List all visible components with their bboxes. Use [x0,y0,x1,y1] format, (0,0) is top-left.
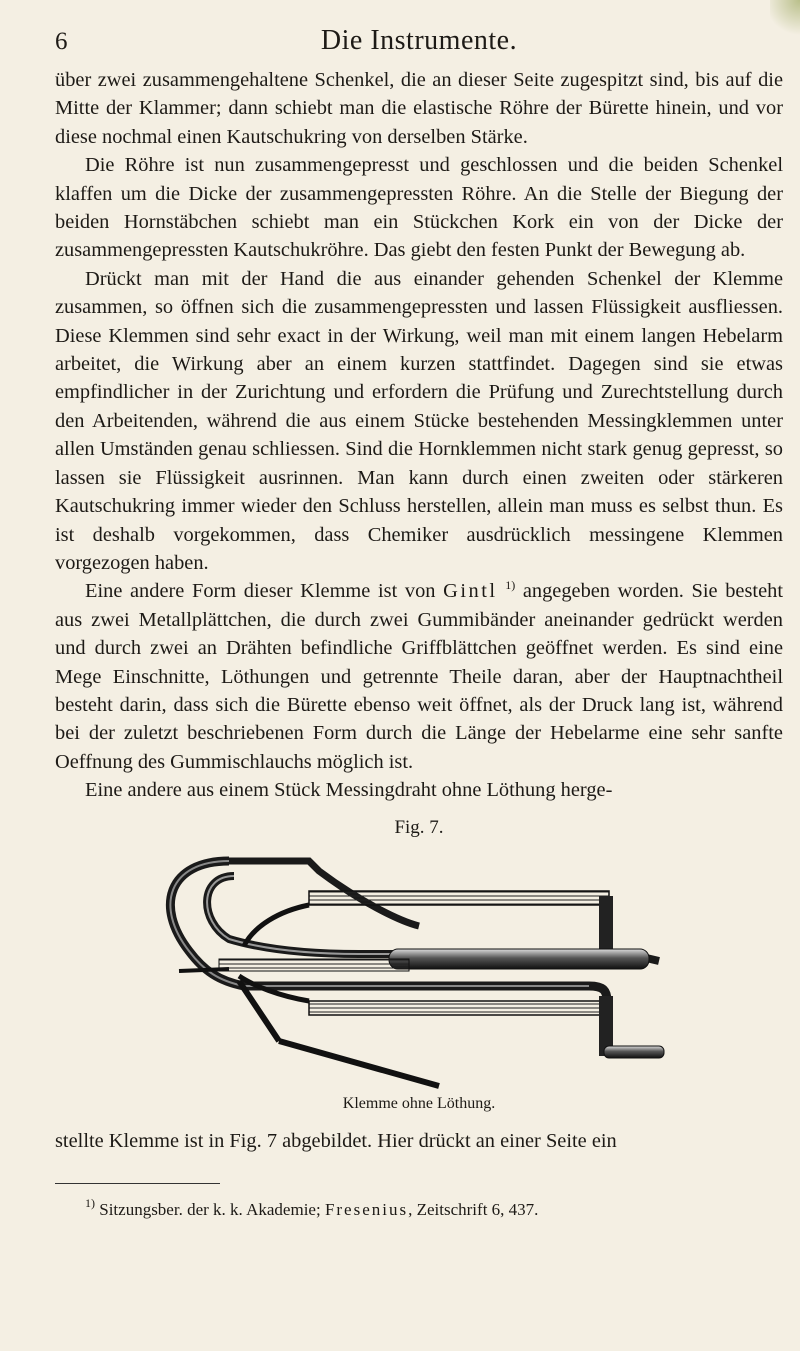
page-number: 6 [55,28,68,55]
upper-grip [309,891,609,905]
footnote-text: Sitzungsber. der k. k. Akademie; [99,1199,325,1219]
paragraph-text: Eine andere Form dieser Klemme ist von [85,580,444,603]
clamp-outer-loop [170,861,607,1011]
lower-grip [309,1001,609,1015]
paragraph-text: angegeben worden. Sie besteht aus zwei Metallplättchen, die durch zwei Gummibänder aneinander gedrückt werden und durch zwei an Drähten befindliche Griffblättchen geöffnet werden. Es sind eine Mege Einschnitte, Löthungen und getrennte Theile daran, aber der Hauptnachtheil besteht darin, dass sich die Bürette ebenso weit öffnet, als der Druck lang ist, während bei der zuletzt beschriebenen Form durch die Länge der Hebelarme eine sehr sanfte Oeffnung des Gummischlauchs möglich ist. [55,580,783,773]
footnote-text: , Zeitschrift 6, 437. [408,1199,539,1219]
figure-caption: Klemme ohne Löthung. [342,1094,496,1112]
figure-label: Fig. 7. [394,816,444,838]
body-text-continued [55,1127,783,1155]
footnote-reference[interactable]: 1) [505,578,516,593]
book-page [55,0,783,1220]
paragraph: Die Röhre ist nun zusammengepresst und geschlossen und die beiden Schenkel klaffen um die Dicke der zusammengepressten Röhre. An die Stelle der Biegung der beiden Hornstäbchen schiebt man ein Stückchen Kork ein von der Dicke der zusammengepressten Kautschukröhre. Das giebt den festen Punkt der Bewegung ab. [55,154,783,262]
paragraph: stellte Klemme ist in Fig. 7 abgebildet. Hier drückt an einer Seite ein [55,1129,617,1152]
clamp-illustration [159,851,679,1091]
author-name: Gintl [443,580,498,603]
footnote-author: Fresenius [324,1199,409,1219]
rubber-tube [389,949,649,969]
body-text [55,66,783,805]
paragraph: über zwei zusammengehaltene Schenkel, die an dieser Seite zugespitzt sind, bis auf die Mitte der Klammer; dann schiebt man die elastische Röhre der Bürette hinein, und vor diese nochmal einen Kautschukring von derselben Stärke. [55,69,783,148]
paragraph-gintl [55,577,783,776]
footnote-divider [55,1183,220,1184]
paragraph: Eine andere aus einem Stück Messingdraht ohne Löthung herge- [85,779,613,802]
footnote [55,1195,783,1220]
running-head: Die Instrumente. [320,25,518,56]
footnote-marker: 1) [85,1195,95,1210]
page-header [55,0,783,60]
paragraph: Drückt man mit der Hand die aus einander gehenden Schenkel der Klemme zusammen, so öffnen sich die zusammengepressten und lassen Flüssigkeit ausfliessen. Diese Klemmen sind sehr exact in der Wirkung, weil man mit einem langen Hebelarm arbeitet, die Wirkung aber an einem kurzen stattfindet. Dagegen sind sie etwas empfindlicher in der Zurichtung und erfordern die Prüfung und Zurechtstellung durch den Arbeitenden, während die aus einem Stücke bestehenden Messingklemmen unter allen Umständen genau schliessen. Sind die Hornklemmen nicht stark genug gepresst, so lassen sie Flüssigkeit ausrinnen. Man kann durch einen zweiten oder stärkeren Kautschukring immer wieder den Schluss herstellen, allein man muss es selbst thun. Es ist deshalb vorgekommen, dass Chemiker ausdrücklich messingene Klemmen vorgezogen haben. [55,267,783,574]
